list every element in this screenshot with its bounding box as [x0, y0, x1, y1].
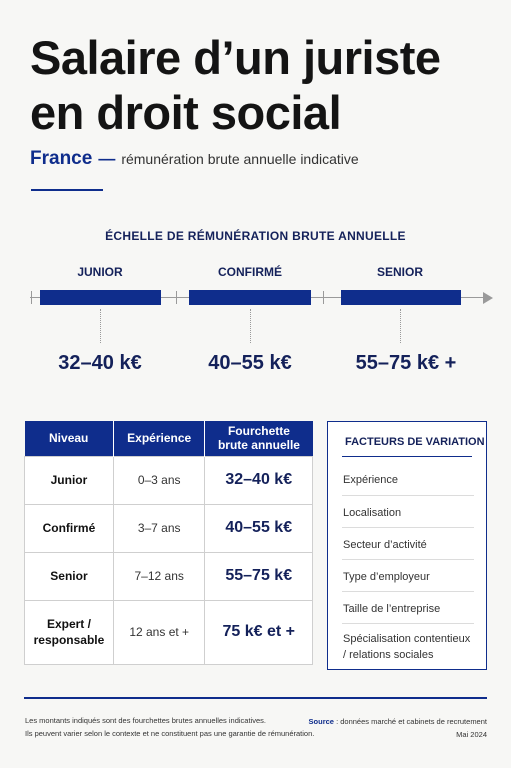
- factor-divider: [342, 591, 474, 592]
- scale-segment-senior: [341, 290, 461, 305]
- header-fourchette: Fourchette brute annuelle: [205, 421, 313, 456]
- cell-range: 55–75 k€: [205, 552, 313, 600]
- subtitle-text: rémunération brute annuelle indicative: [121, 151, 359, 167]
- factor-divider: [342, 559, 474, 560]
- table-row: [25, 504, 313, 552]
- cell-range: 40–55 k€: [205, 504, 313, 552]
- header-niveau: Niveau: [25, 421, 114, 456]
- scale-connector: [100, 309, 101, 343]
- factor-item: Expérience: [343, 474, 399, 486]
- factor-divider: [342, 527, 474, 528]
- scale-tick: [176, 291, 177, 304]
- title-line-2: en droit social: [30, 86, 342, 139]
- table-row: [25, 456, 313, 504]
- cell-experience: 12 ans et +: [113, 600, 205, 664]
- cell-experience: 3–7 ans: [113, 504, 205, 552]
- cell-range: 75 k€ et +: [205, 600, 313, 664]
- footer-note-line-1: Les montants indiqués sont des fourchettes brutes annuelles indicatives.: [25, 716, 266, 725]
- scale-title: ÉCHELLE DE RÉMUNÉRATION BRUTE ANNUELLE: [105, 229, 406, 243]
- factor-item: Taille de l’entreprise: [343, 603, 441, 615]
- source-label: Source: [308, 717, 334, 726]
- factor-divider: [342, 495, 474, 496]
- scale-range-junior: 32–40 k€: [58, 352, 142, 374]
- footer-note-line-2: Ils peuvent varier selon le contexte et ne constituent pas une garantie de rémunération.: [25, 729, 315, 738]
- scale-segment-confirme: [189, 290, 311, 305]
- cell-level: Confirmé: [25, 504, 114, 552]
- scale-connector: [400, 309, 401, 343]
- factors-box: [327, 421, 487, 670]
- page-title: [30, 30, 490, 140]
- footer-source: [309, 715, 487, 741]
- cell-level: Senior: [25, 552, 114, 600]
- table-header-row: [25, 421, 313, 456]
- title-line-1: Salaire d’un juriste: [30, 31, 441, 84]
- cell-range: 32–40 k€: [205, 456, 313, 504]
- table-row: [25, 552, 313, 600]
- scale-range-senior: 55–75 k€ +: [355, 352, 457, 374]
- header-experience: Expérience: [113, 421, 205, 456]
- salary-table: [24, 421, 313, 665]
- axis-arrow-icon: [483, 292, 493, 304]
- subtitle: [30, 148, 359, 170]
- scale-tick: [31, 291, 32, 304]
- table-row: [25, 600, 313, 664]
- source-text: : données marché et cabinets de recrutement: [333, 717, 487, 726]
- cell-experience: 0–3 ans: [113, 456, 205, 504]
- scale-label-junior: JUNIOR: [77, 265, 123, 279]
- scale-segment-junior: [40, 290, 161, 305]
- factors-title-rule: [342, 456, 472, 457]
- scale-label-senior: SENIOR: [376, 265, 423, 279]
- factor-item: Type d’employeur: [343, 571, 430, 583]
- factor-item: Secteur d’activité: [343, 539, 427, 551]
- scale-range-confirme: 40–55 k€: [208, 352, 292, 374]
- scale-tick: [323, 291, 324, 304]
- footer-rule: [24, 697, 487, 699]
- footer-date: Mai 2024: [456, 730, 487, 739]
- factor-divider: [342, 623, 474, 624]
- factor-item: Localisation: [343, 507, 402, 519]
- cell-experience: 7–12 ans: [113, 552, 205, 600]
- factors-title: FACTEURS DE VARIATION: [345, 436, 485, 448]
- factor-item: Spécialisation contentieux / relations sociales: [343, 633, 471, 661]
- cell-level: Junior: [25, 456, 114, 504]
- cell-level: Expert / responsable: [25, 600, 114, 664]
- footer-note: [25, 714, 325, 740]
- title-underline: [31, 189, 103, 191]
- subtitle-country: France: [30, 148, 93, 169]
- scale-label-confirme: CONFIRMÉ: [218, 265, 282, 279]
- scale-connector: [250, 309, 251, 343]
- subtitle-dash: —: [98, 149, 116, 168]
